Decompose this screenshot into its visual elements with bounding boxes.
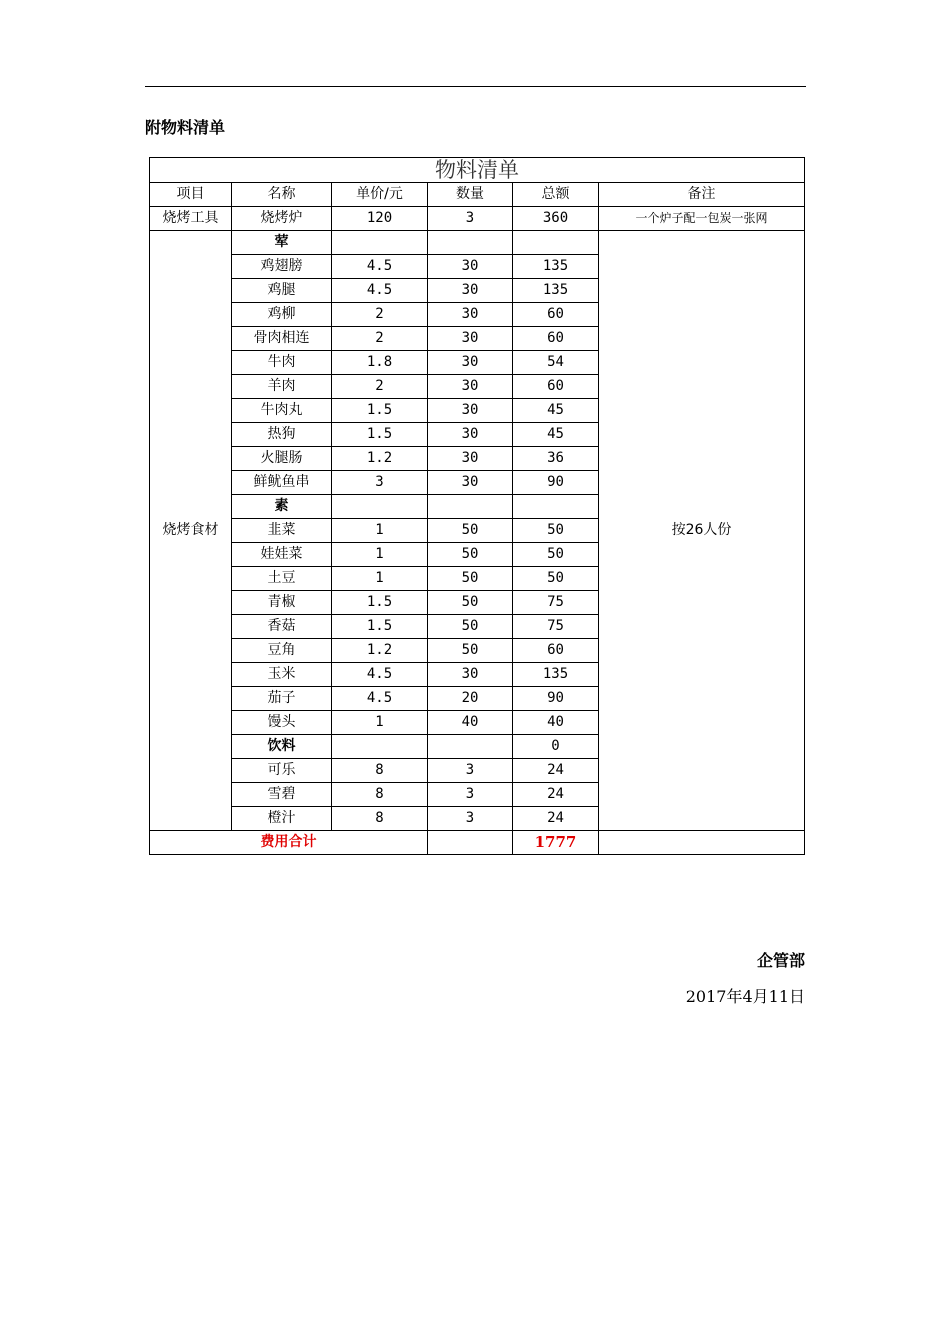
item-total: 36: [513, 447, 599, 471]
item-name: 鸡腿: [232, 279, 332, 303]
header-qty: 数量: [428, 183, 513, 207]
item-price: 4.5: [332, 279, 428, 303]
item-name: 热狗: [232, 423, 332, 447]
item-price: 1.2: [332, 639, 428, 663]
item-total: 90: [513, 687, 599, 711]
item-name: 娃娃菜: [232, 543, 332, 567]
item-total: 45: [513, 399, 599, 423]
item-name: 牛肉: [232, 351, 332, 375]
item-price: 4.5: [332, 255, 428, 279]
item-name: 馒头: [232, 711, 332, 735]
item-name: 火腿肠: [232, 447, 332, 471]
item-price: 3: [332, 471, 428, 495]
item-price: 8: [332, 759, 428, 783]
item-price: 2: [332, 303, 428, 327]
item-total: 50: [513, 567, 599, 591]
item-total: 60: [513, 327, 599, 351]
item-total: 24: [513, 759, 599, 783]
item-qty: 50: [428, 615, 513, 639]
item-qty: 30: [428, 375, 513, 399]
item-name: 荤: [232, 231, 332, 255]
total-note-cell: [599, 831, 805, 855]
item-total: 45: [513, 423, 599, 447]
food-category: 烧烤食材: [150, 231, 232, 831]
item-qty: 30: [428, 327, 513, 351]
item-total: 60: [513, 639, 599, 663]
item-price: 1.5: [332, 615, 428, 639]
item-qty: 50: [428, 543, 513, 567]
signature-date: 2017年4月11日: [685, 987, 805, 1006]
item-name: 茄子: [232, 687, 332, 711]
item-price: [332, 735, 428, 759]
food-note: 按26人份: [599, 231, 805, 831]
item-total: 24: [513, 783, 599, 807]
item-price: 1.5: [332, 423, 428, 447]
item-price: 8: [332, 783, 428, 807]
item-price: 1: [332, 567, 428, 591]
table-title-row: [150, 158, 805, 183]
item-total: 60: [513, 375, 599, 399]
item-name: 骨肉相连: [232, 327, 332, 351]
item-qty: [428, 735, 513, 759]
item-name: 韭菜: [232, 519, 332, 543]
header-price: 单价/元: [332, 183, 428, 207]
item-total: 40: [513, 711, 599, 735]
item-qty: 30: [428, 663, 513, 687]
item-price: 2: [332, 375, 428, 399]
item-qty: 30: [428, 255, 513, 279]
table-row-tool: [150, 207, 805, 231]
table-row: [150, 231, 805, 255]
item-price: 4.5: [332, 663, 428, 687]
tool-qty: 3: [428, 207, 513, 231]
item-name: 香菇: [232, 615, 332, 639]
item-name: 鸡柳: [232, 303, 332, 327]
item-total: 135: [513, 255, 599, 279]
item-qty: 3: [428, 759, 513, 783]
header-name: 名称: [232, 183, 332, 207]
item-total: 50: [513, 543, 599, 567]
tool-category: 烧烤工具: [150, 207, 232, 231]
item-qty: 50: [428, 567, 513, 591]
item-price: 1.5: [332, 399, 428, 423]
total-value: 1777: [513, 831, 599, 855]
item-total: 75: [513, 615, 599, 639]
item-name: 鲜鱿鱼串: [232, 471, 332, 495]
item-total: 0: [513, 735, 599, 759]
item-qty: 30: [428, 279, 513, 303]
item-qty: 30: [428, 351, 513, 375]
tool-total: 360: [513, 207, 599, 231]
item-name: 饮料: [232, 735, 332, 759]
item-total: 60: [513, 303, 599, 327]
item-qty: 30: [428, 423, 513, 447]
item-qty: 3: [428, 807, 513, 831]
item-price: 1.2: [332, 447, 428, 471]
item-price: 2: [332, 327, 428, 351]
header-rule: [145, 86, 806, 87]
item-price: 1: [332, 711, 428, 735]
signature-department: 企管部: [756, 951, 805, 970]
item-qty: 50: [428, 639, 513, 663]
item-qty: 50: [428, 591, 513, 615]
item-name: 可乐: [232, 759, 332, 783]
header-note: 备注: [599, 183, 805, 207]
item-qty: 40: [428, 711, 513, 735]
table-title: 物料清单: [150, 158, 805, 183]
item-qty: 20: [428, 687, 513, 711]
item-total: 54: [513, 351, 599, 375]
item-total: 90: [513, 471, 599, 495]
tool-price: 120: [332, 207, 428, 231]
item-total: 75: [513, 591, 599, 615]
item-name: 土豆: [232, 567, 332, 591]
tool-name: 烧烤炉: [232, 207, 332, 231]
item-price: 1: [332, 543, 428, 567]
document-heading: 附物料清单: [145, 118, 226, 137]
item-qty: [428, 495, 513, 519]
tool-note: 一个炉子配一包炭一张网: [599, 207, 805, 231]
item-name: 鸡翅膀: [232, 255, 332, 279]
item-name: 青椒: [232, 591, 332, 615]
item-price: 8: [332, 807, 428, 831]
item-name: 羊肉: [232, 375, 332, 399]
total-label: 费用合计: [150, 831, 428, 855]
item-name: 豆角: [232, 639, 332, 663]
item-total: [513, 495, 599, 519]
item-total: [513, 231, 599, 255]
item-total: 50: [513, 519, 599, 543]
item-total: 135: [513, 279, 599, 303]
item-price: 1.8: [332, 351, 428, 375]
header-total: 总额: [513, 183, 599, 207]
item-price: [332, 231, 428, 255]
item-name: 素: [232, 495, 332, 519]
item-name: 牛肉丸: [232, 399, 332, 423]
item-name: 玉米: [232, 663, 332, 687]
item-qty: 50: [428, 519, 513, 543]
item-price: 1.5: [332, 591, 428, 615]
item-qty: 30: [428, 471, 513, 495]
item-name: 橙汁: [232, 807, 332, 831]
item-name: 雪碧: [232, 783, 332, 807]
item-qty: 30: [428, 303, 513, 327]
item-price: [332, 495, 428, 519]
header-category: 项目: [150, 183, 232, 207]
item-total: 24: [513, 807, 599, 831]
item-qty: 30: [428, 399, 513, 423]
item-price: 1: [332, 519, 428, 543]
total-qty-cell: [428, 831, 513, 855]
item-total: 135: [513, 663, 599, 687]
table-total-row: [150, 831, 805, 855]
item-qty: 3: [428, 783, 513, 807]
item-qty: [428, 231, 513, 255]
material-list-table: [149, 157, 805, 855]
table-header-row: [150, 183, 805, 207]
item-qty: 30: [428, 447, 513, 471]
item-price: 4.5: [332, 687, 428, 711]
